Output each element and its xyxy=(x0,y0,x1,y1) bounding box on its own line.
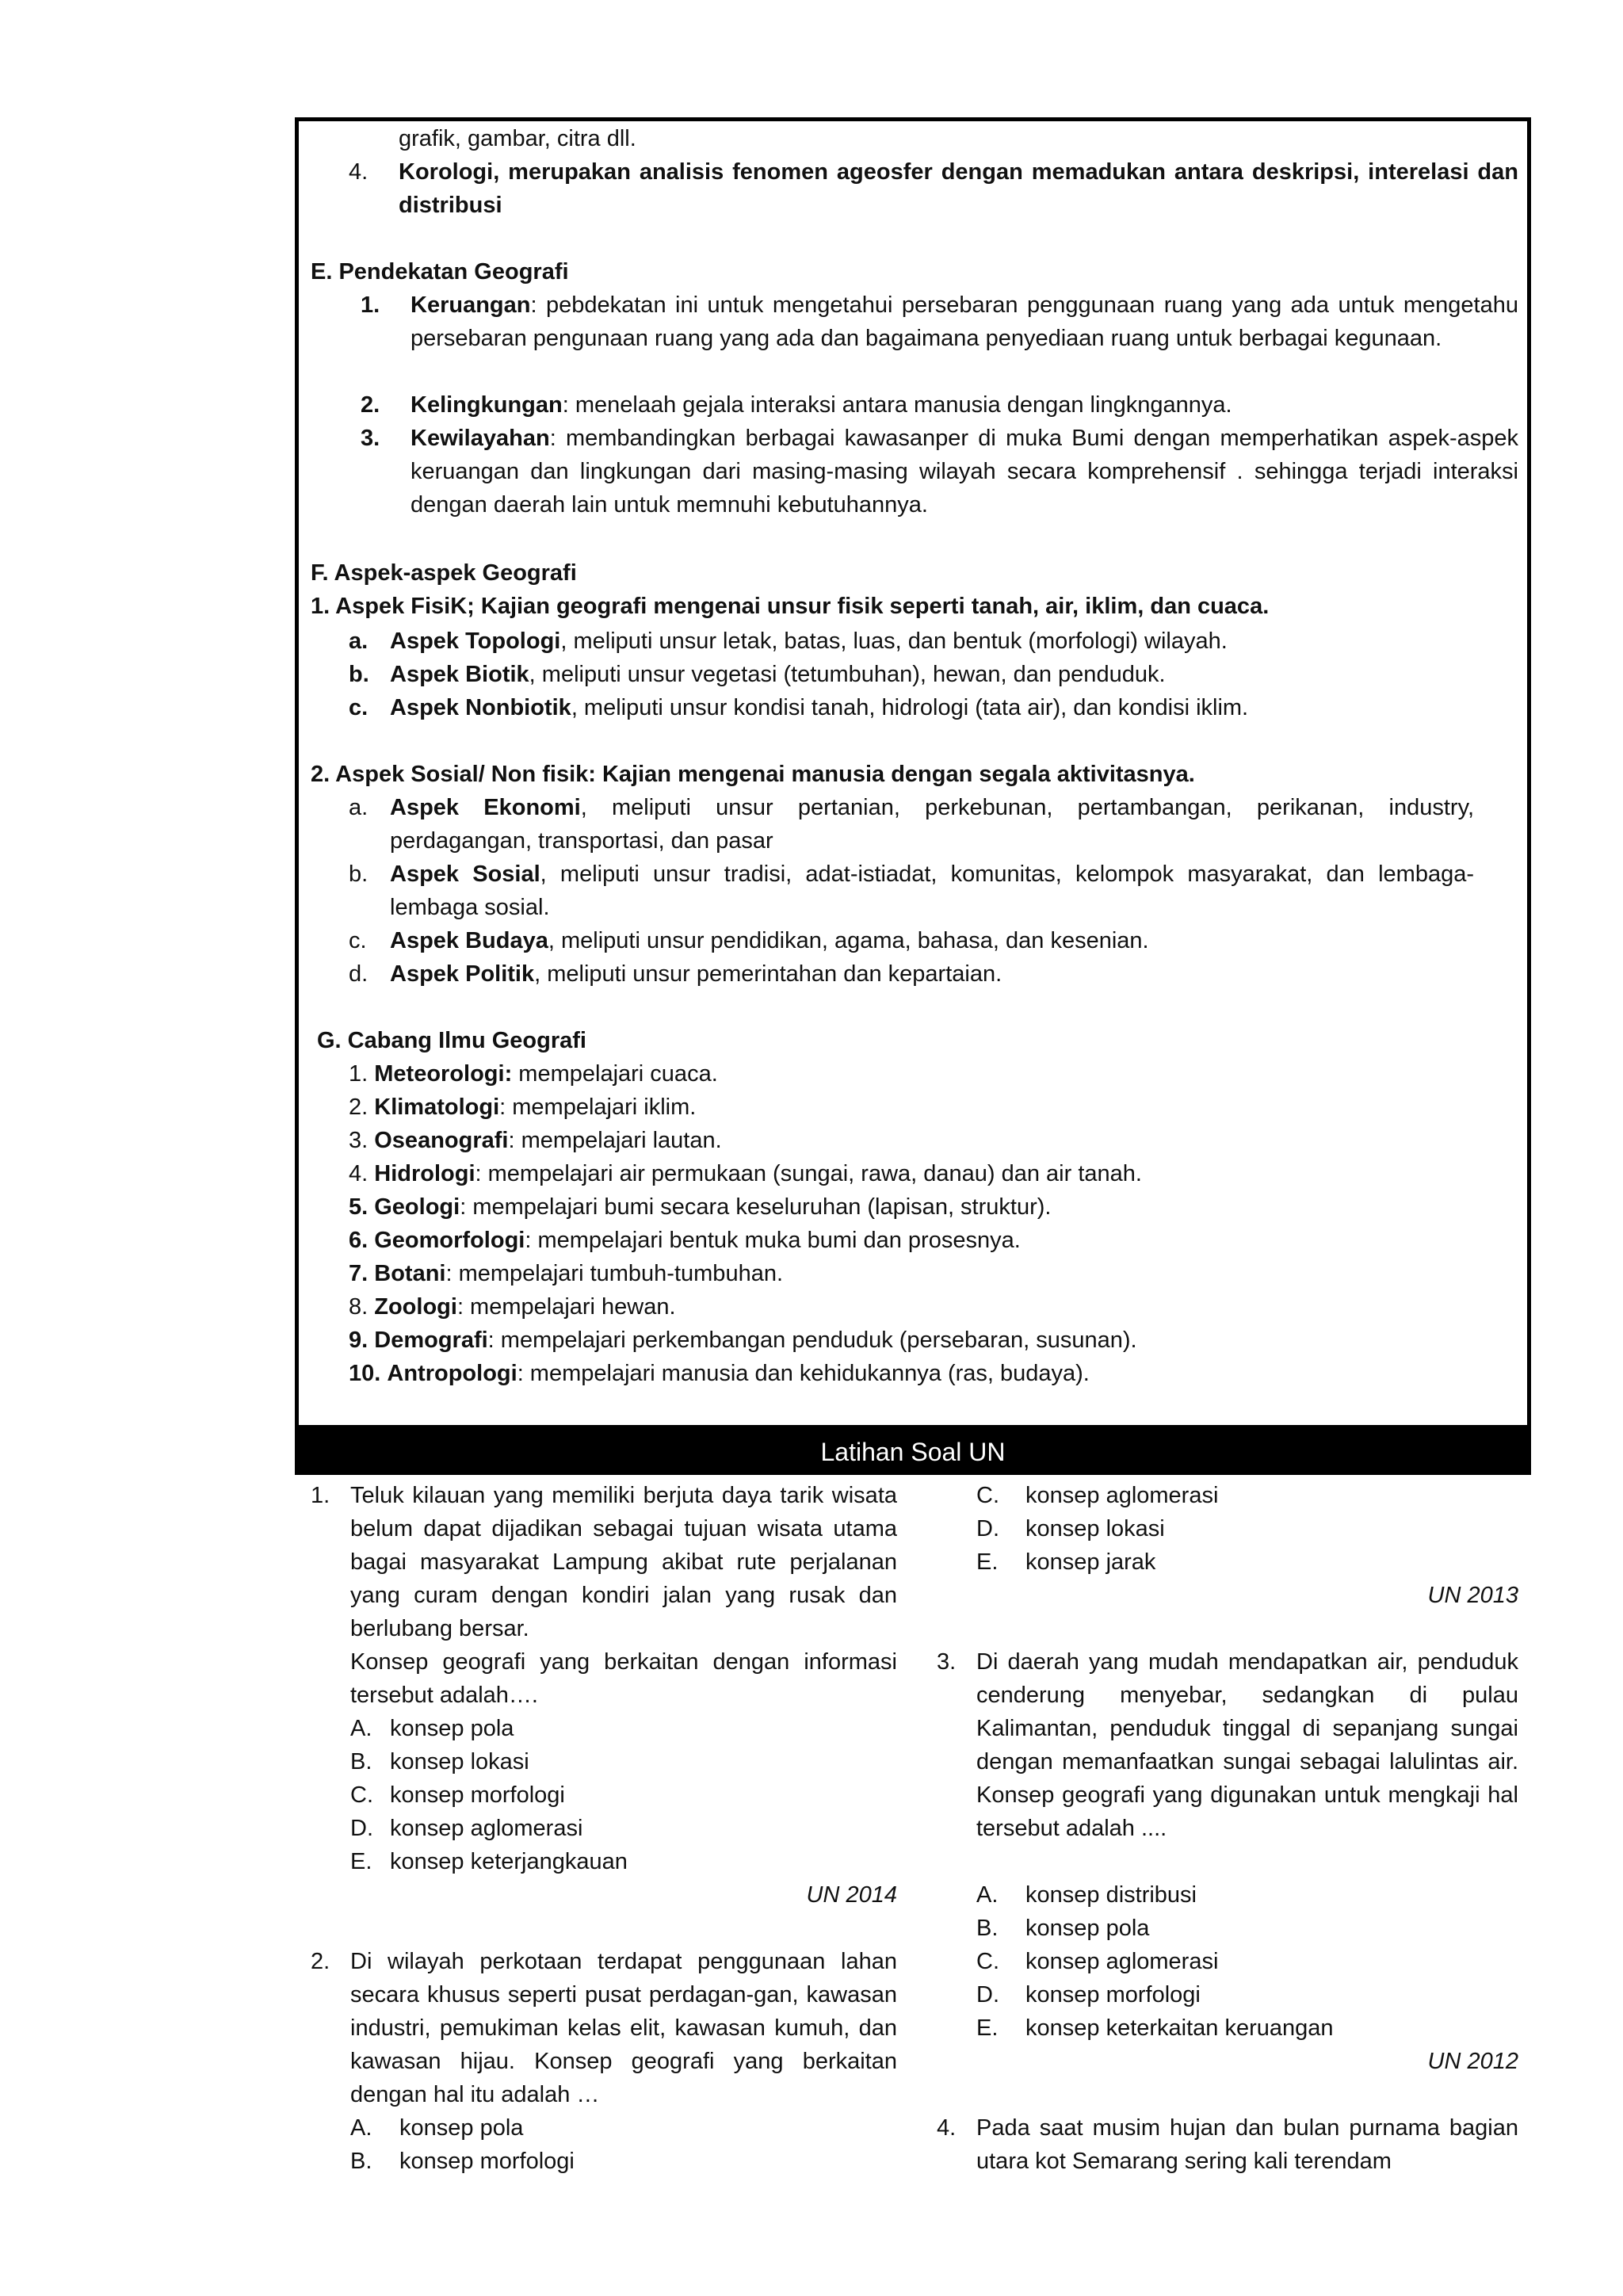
option-key: E. xyxy=(976,1549,999,1575)
question-2-text: Di wilayah perkotaan terdapat penggunaan lahan secara khusus seperti pusat perdagan-gan, kawasan industri, pemukiman kelas elit, kawasan kumuh, dan kawasan hijau. Konsep geografi yang berkaitan dengan hal itu adalah … xyxy=(350,1949,897,2107)
option-key: A. xyxy=(350,2115,372,2141)
question-source: UN 2012 xyxy=(1427,2049,1518,2074)
option-text: konsep aglomerasi xyxy=(390,1816,583,1841)
continued-line: grafik, gambar, citra dll. xyxy=(399,126,636,151)
option-text: konsep lokasi xyxy=(1025,1516,1165,1541)
option-text: konsep keterjangkauan xyxy=(390,1849,628,1874)
aspek-sosial-item: Aspek Sosial, meliputi unsur tradisi, adat-istiadat, komunitas, kelompok masyarakat, dan lembaga- lembaga sosial. xyxy=(390,861,1474,920)
question-number: 4. xyxy=(937,2115,957,2141)
section-g-heading: G. Cabang Ilmu Geografi xyxy=(317,1028,586,1053)
option-key: C. xyxy=(976,1483,999,1508)
cabang-item: 7. Botani: mempelajari tumbuh-tumbuhan. xyxy=(349,1261,784,1286)
question-number: 3. xyxy=(937,1649,957,1675)
option-text: konsep distribusi xyxy=(1025,1882,1197,1908)
option-key: D. xyxy=(350,1816,373,1841)
item-letter: d. xyxy=(349,961,369,987)
item-letter: b. xyxy=(349,662,369,687)
option-key: E. xyxy=(350,1849,372,1874)
item-number: 3. xyxy=(361,426,380,451)
aspek-fisik-item: Aspek Topologi, meliputi unsur letak, batas, luas, dan bentuk (morfologi) wilayah. xyxy=(390,628,1228,654)
aspek-sosial-heading: 2. Aspek Sosial/ Non fisik: Kajian mengenai manusia dengan segala aktivitasnya. xyxy=(311,762,1195,787)
question-1-text: Teluk kilauan yang memiliki berjuta daya tarik wisata belum dapat dijadikan sebagai tujuan wisata utama bagai masyarakat Lampung akibat rute perjalanan yang curam dengan kondiri jalan yang rusak dan berlubang bersar. xyxy=(350,1483,897,1641)
korologi-item: Korologi, merupakan analisis fenomen ageosfer dengan memadukan antara deskripsi, interelasi dan distribusi xyxy=(399,159,1518,218)
question-4-text: Pada saat musim hujan dan bulan purnama bagian utara kot Semarang sering kali terendam xyxy=(976,2115,1518,2174)
question-3-text: Di daerah yang mudah mendapatkan air, penduduk cenderung menyebar, sedangkan di pulau Kalimantan, penduduk tinggal di sepanjang sungai dengan memanfaatkan sungai sebagai lalulintas air. Konsep geografi yang digunakan untuk mengkaji hal tersebut adalah .... xyxy=(976,1649,1518,1841)
option-text: konsep morfologi xyxy=(1025,1982,1201,2008)
aspek-sosial-item: Aspek Budaya, meliputi unsur pendidikan, agama, bahasa, dan kesenian. xyxy=(390,928,1149,953)
item-letter: c. xyxy=(349,928,367,953)
cabang-item: 9. Demografi: mempelajari perkembangan penduduk (persebaran, susunan). xyxy=(349,1328,1137,1353)
option-key: C. xyxy=(976,1949,999,1974)
cabang-item: 6. Geomorfologi: mempelajari bentuk muka bumi dan prosesnya. xyxy=(349,1228,1021,1253)
option-key: C. xyxy=(350,1782,373,1808)
option-text: konsep lokasi xyxy=(390,1749,529,1775)
item-number: 4. xyxy=(349,159,369,185)
cabang-item: 3. Oseanografi: mempelajari lautan. xyxy=(349,1128,722,1153)
option-key: D. xyxy=(976,1516,999,1541)
section-f-heading: F. Aspek-aspek Geografi xyxy=(311,560,577,586)
aspek-fisik-item: Aspek Nonbiotik, meliputi unsur kondisi tanah, hidrologi (tata air), dan kondisi iklim. xyxy=(390,695,1249,720)
option-text: konsep pola xyxy=(390,1716,514,1741)
option-text: konsep keterkaitan keruangan xyxy=(1025,2015,1334,2041)
cabang-item: 2. Klimatologi: mempelajari iklim. xyxy=(349,1095,697,1120)
option-key: A. xyxy=(976,1882,999,1908)
question-source: UN 2013 xyxy=(1427,1583,1518,1608)
option-key: B. xyxy=(350,1749,372,1775)
option-text: konsep jarak xyxy=(1025,1549,1156,1575)
item-letter: c. xyxy=(349,695,369,720)
option-text: konsep pola xyxy=(399,2115,524,2141)
option-key: E. xyxy=(976,2015,999,2041)
option-key: D. xyxy=(976,1982,999,2008)
option-text: konsep aglomerasi xyxy=(1025,1483,1219,1508)
question-number: 1. xyxy=(311,1483,330,1508)
latihan-soal-banner: Latihan Soal UN xyxy=(295,1429,1531,1475)
question-number: 2. xyxy=(311,1949,330,1974)
question-1-prompt: Konsep geografi yang berkaitan dengan informasi tersebut adalah…. xyxy=(350,1649,897,1708)
pendekatan-item: Kewilayahan: membandingkan berbagai kawasanper di muka Bumi dengan memperhatikan aspek-aspek keruangan dan lingkungan dari masing-masing wilayah secara komprehensif . sehingga terjadi interaksi dengan daerah lain untuk memnuhi kebutuhannya. xyxy=(411,426,1518,518)
aspek-fisik-heading: 1. Aspek FisiK; Kajian geografi mengenai unsur fisik seperti tanah, air, iklim, dan cuaca. xyxy=(311,594,1270,619)
item-letter: a. xyxy=(349,795,369,820)
cabang-item: 10. Antropologi: mempelajari manusia dan kehidukannya (ras, budaya). xyxy=(349,1361,1090,1386)
item-number: 2. xyxy=(361,392,380,418)
question-source: UN 2014 xyxy=(806,1882,897,1908)
aspek-fisik-item: Aspek Biotik, meliputi unsur vegetasi (tetumbuhan), hewan, dan penduduk. xyxy=(390,662,1166,687)
pendekatan-item: Kelingkungan: menelaah gejala interaksi antara manusia dengan lingkngannya. xyxy=(411,392,1232,418)
item-letter: b. xyxy=(349,861,369,887)
option-text: konsep morfologi xyxy=(390,1782,565,1808)
option-key: B. xyxy=(976,1916,999,1941)
cabang-item: 1. Meteorologi: mempelajari cuaca. xyxy=(349,1061,718,1087)
option-text: konsep aglomerasi xyxy=(1025,1949,1219,1974)
cabang-item: 8. Zoologi: mempelajari hewan. xyxy=(349,1294,676,1320)
section-e-heading: E. Pendekatan Geografi xyxy=(311,259,569,285)
option-text: konsep morfologi xyxy=(399,2149,575,2174)
cabang-item: 4. Hidrologi: mempelajari air permukaan (sungai, rawa, danau) dan air tanah. xyxy=(349,1161,1142,1186)
aspek-sosial-item: Aspek Politik, meliputi unsur pemerintahan dan kepartaian. xyxy=(390,961,1002,987)
option-key: A. xyxy=(350,1716,372,1741)
item-number: 1. xyxy=(361,292,380,318)
cabang-item: 5. Geologi: mempelajari bumi secara keseluruhan (lapisan, struktur). xyxy=(349,1194,1052,1220)
item-letter: a. xyxy=(349,628,369,654)
option-text: konsep pola xyxy=(1025,1916,1150,1941)
pendekatan-item: Keruangan: pebdekatan ini untuk mengetahui persebaran penggunaan ruang yang ada untuk mengetahu persebaran pengunaan ruang yang ada dan bagaimana penyediaan ruang untuk berbagai kegunaan. xyxy=(411,292,1518,351)
aspek-sosial-item: Aspek Ekonomi, meliputi unsur pertanian, perkebunan, pertambangan, perikanan, industry, perdagangan, transportasi, dan pasar xyxy=(390,795,1474,854)
option-key: B. xyxy=(350,2149,372,2174)
